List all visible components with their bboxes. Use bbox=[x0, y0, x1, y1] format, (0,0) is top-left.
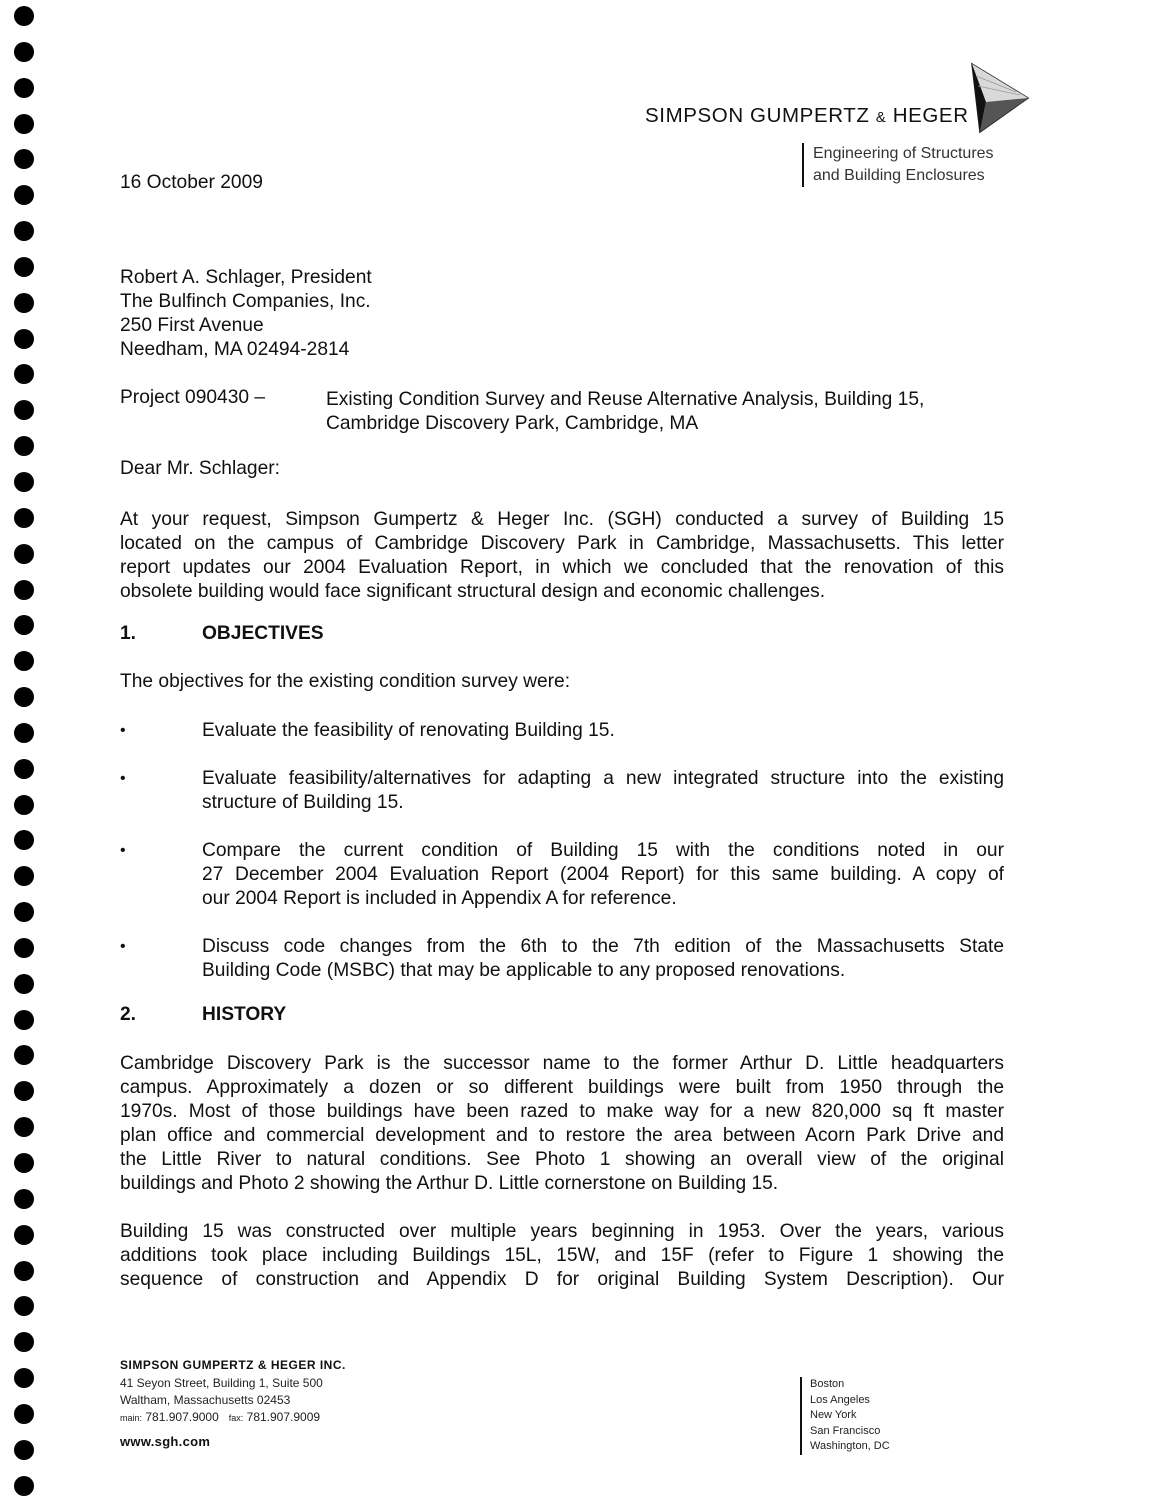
footer-phones bbox=[120, 1409, 323, 1427]
tagline-line-2: and Building Enclosures bbox=[813, 167, 985, 184]
binder-holes bbox=[12, 6, 36, 1496]
bullet-item bbox=[202, 839, 1004, 911]
main-phone: 781.907.9000 bbox=[145, 1410, 219, 1424]
binder-hole bbox=[14, 1010, 34, 1030]
binder-hole bbox=[14, 902, 34, 922]
section-2-number: 2. bbox=[120, 1004, 137, 1025]
bullet-line: Building Code (MSBC) that may be applicable to any proposed renovations. bbox=[202, 960, 846, 981]
intro-paragraph bbox=[120, 508, 1004, 604]
binder-hole bbox=[14, 1476, 34, 1496]
binder-hole bbox=[14, 149, 34, 169]
section-1-number: 1. bbox=[120, 623, 137, 644]
binder-hole bbox=[14, 580, 34, 600]
binder-hole bbox=[14, 472, 34, 492]
paragraph-line: report updates our 2004 Evaluation Report, in which we concluded that the renovation of this bbox=[120, 557, 1004, 578]
footer-office-cities bbox=[800, 1377, 890, 1455]
office-city: Los Angeles bbox=[810, 1393, 870, 1406]
paragraph-line: buildings and Photo 2 showing the Arthur D. Little cornerstone on Building 15. bbox=[120, 1173, 779, 1194]
fax-label: fax: bbox=[228, 1413, 244, 1423]
binder-hole bbox=[14, 1153, 34, 1173]
paragraph-line: the Little River to natural conditions. See Photo 1 showing an overall view of the original bbox=[120, 1149, 1004, 1170]
binder-hole bbox=[14, 185, 34, 205]
fax-number: 781.907.9009 bbox=[246, 1410, 321, 1424]
letter-date: 16 October 2009 bbox=[120, 172, 263, 193]
company-name-amp: & bbox=[875, 109, 887, 126]
binder-hole bbox=[14, 759, 34, 779]
company-tagline bbox=[802, 143, 994, 187]
binder-hole bbox=[14, 221, 34, 241]
bullet-line: 27 December 2004 Evaluation Report (2004 Report) for this same building. A copy of bbox=[202, 864, 1004, 885]
binder-hole bbox=[14, 615, 34, 635]
bullet-icon: • bbox=[120, 770, 126, 787]
recipient-line: Needham, MA 02494-2814 bbox=[120, 339, 350, 360]
binder-hole bbox=[14, 1368, 34, 1388]
binder-hole bbox=[14, 400, 34, 420]
office-city: Washington, DC bbox=[810, 1440, 890, 1452]
bullet-icon: • bbox=[120, 842, 126, 859]
binder-hole bbox=[14, 723, 34, 743]
company-name bbox=[645, 104, 969, 128]
project-title-line: Cambridge Discovery Park, Cambridge, MA bbox=[326, 413, 699, 434]
binder-hole bbox=[14, 1189, 34, 1209]
binder-hole bbox=[14, 1296, 34, 1316]
section-1-heading: OBJECTIVES bbox=[202, 623, 324, 644]
recipient-line: Robert A. Schlager, President bbox=[120, 267, 372, 288]
project-title-line: Existing Condition Survey and Reuse Alternative Analysis, Building 15, bbox=[326, 389, 925, 410]
binder-hole bbox=[14, 687, 34, 707]
bullet-line: Compare the current condition of Building 15 with the conditions noted in our bbox=[202, 840, 1004, 861]
bullet-icon: • bbox=[120, 722, 126, 739]
paragraph-line: 1970s. Most of those buildings have been razed to make way for a new 820,000 sq ft master bbox=[120, 1101, 1004, 1122]
bullet-line: our 2004 Report is included in Appendix A for reference. bbox=[202, 888, 677, 909]
binder-hole bbox=[14, 1081, 34, 1101]
footer-website: www.sgh.com bbox=[120, 1434, 211, 1449]
binder-hole bbox=[14, 974, 34, 994]
footer-address-line: Waltham, Massachusetts 02453 bbox=[120, 1393, 291, 1407]
bullet-item bbox=[202, 719, 1004, 743]
binder-hole bbox=[14, 1117, 34, 1137]
project-label: Project 090430 – bbox=[120, 387, 266, 408]
paragraph-line: campus. Approximately a dozen or so different buildings were built from 1950 through the bbox=[120, 1077, 1004, 1098]
tagline-line-1: Engineering of Structures bbox=[813, 145, 994, 162]
binder-hole bbox=[14, 1440, 34, 1460]
binder-hole bbox=[14, 329, 34, 349]
binder-hole bbox=[14, 508, 34, 528]
paragraph-line: Building 15 was constructed over multiple years beginning in 1953. Over the years, various bbox=[120, 1221, 1004, 1242]
binder-hole bbox=[14, 866, 34, 886]
binder-hole bbox=[14, 651, 34, 671]
history-paragraph-1 bbox=[120, 1052, 1004, 1196]
bullet-icon: • bbox=[120, 938, 126, 955]
sgh-logo-icon bbox=[968, 62, 1030, 134]
binder-hole bbox=[14, 1225, 34, 1245]
binder-hole bbox=[14, 1045, 34, 1065]
office-city: New York bbox=[810, 1409, 857, 1421]
footer-address bbox=[120, 1375, 323, 1427]
binder-hole bbox=[14, 1332, 34, 1352]
paragraph-line: located on the campus of Cambridge Discovery Park in Cambridge, Massachusetts. This letter bbox=[120, 533, 1004, 554]
paragraph-line: sequence of construction and Appendix D for original Building System Description). Our bbox=[120, 1269, 1004, 1290]
bullet-item bbox=[202, 767, 1004, 815]
paragraph-line: At your request, Simpson Gumpertz & Heger Inc. (SGH) conducted a survey of Building 15 bbox=[120, 509, 1004, 530]
binder-hole bbox=[14, 544, 34, 564]
history-paragraph-2 bbox=[120, 1220, 1004, 1292]
company-name-main: SIMPSON GUMPERTZ bbox=[645, 104, 870, 127]
paragraph-line: obsolete building would face significant structural design and economic challenges. bbox=[120, 581, 826, 602]
company-name-end: HEGER bbox=[892, 104, 969, 127]
recipient-line: The Bulfinch Companies, Inc. bbox=[120, 291, 371, 312]
binder-hole bbox=[14, 1261, 34, 1281]
bullet-line: structure of Building 15. bbox=[202, 792, 404, 813]
bullet-line: Evaluate the feasibility of renovating Building 15. bbox=[202, 720, 615, 741]
binder-hole bbox=[14, 830, 34, 850]
footer-company: SIMPSON GUMPERTZ & HEGER INC. bbox=[120, 1358, 346, 1372]
binder-hole bbox=[14, 795, 34, 815]
binder-hole bbox=[14, 42, 34, 62]
bullet-item bbox=[202, 935, 1004, 983]
paragraph-line: Cambridge Discovery Park is the successor name to the former Arthur D. Little headquarters bbox=[120, 1053, 1004, 1074]
binder-hole bbox=[14, 938, 34, 958]
recipient-line: 250 First Avenue bbox=[120, 315, 264, 336]
bullet-line: Discuss code changes from the 6th to the 7th edition of the Massachusetts State bbox=[202, 936, 1004, 957]
section-2-heading: HISTORY bbox=[202, 1004, 287, 1025]
section-1-lead: The objectives for the existing condition survey were: bbox=[120, 671, 571, 692]
binder-hole bbox=[14, 364, 34, 384]
paragraph-line: plan office and commercial development and to restore the area between Acorn Park Drive and bbox=[120, 1125, 1004, 1146]
bullet-line: Evaluate feasibility/alternatives for adapting a new integrated structure into the existing bbox=[202, 768, 1004, 789]
binder-hole bbox=[14, 114, 34, 134]
office-city: Boston bbox=[810, 1378, 845, 1390]
salutation: Dear Mr. Schlager: bbox=[120, 458, 280, 479]
paragraph-line: additions took place including Buildings 15L, 15W, and 15F (refer to Figure 1 showing the bbox=[120, 1245, 1004, 1266]
binder-hole bbox=[14, 436, 34, 456]
binder-hole bbox=[14, 78, 34, 98]
binder-hole bbox=[14, 293, 34, 313]
binder-hole bbox=[14, 6, 34, 26]
binder-hole bbox=[14, 257, 34, 277]
office-city: San Francisco bbox=[810, 1424, 881, 1437]
main-phone-label: main: bbox=[120, 1413, 143, 1423]
binder-hole bbox=[14, 1404, 34, 1424]
footer-address-line: 41 Seyon Street, Building 1, Suite 500 bbox=[120, 1376, 323, 1390]
